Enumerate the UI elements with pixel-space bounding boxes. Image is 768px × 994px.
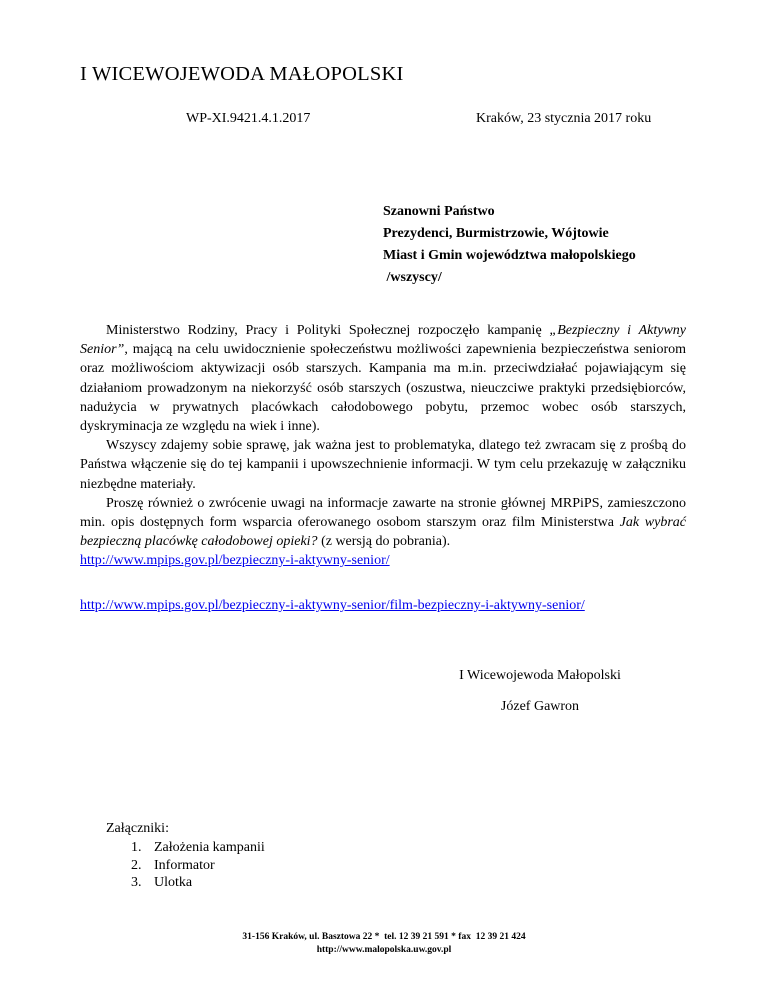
recipients-block bbox=[383, 201, 636, 289]
paragraph-campaign bbox=[80, 321, 686, 436]
footer-website: http://www.malopolska.uw.gov.pl bbox=[316, 945, 452, 955]
film-title: Jak wybrać bezpieczną placówkę całodobowej opieki? bbox=[80, 515, 686, 550]
footer-address: 31-156 Kraków, ul. Basztowa 22 * tel. 12 39 21 591 * fax 12 39 21 424 bbox=[242, 932, 526, 942]
link-paragraph bbox=[80, 551, 686, 570]
list-number: 2. bbox=[131, 857, 142, 873]
paragraph-website bbox=[80, 494, 686, 552]
film-link-line bbox=[80, 598, 585, 614]
attachments-title: Załączniki: bbox=[106, 821, 169, 836]
letterhead-title: I WICEWOJEWODA MAŁOPOLSKI bbox=[80, 63, 404, 85]
campaign-link[interactable]: http://www.mpips.gov.pl/bezpieczny-i-aktywny-senior/ bbox=[80, 553, 390, 569]
paragraph-text: Ministerstwo Rodziny, Pracy i Polityki Społecznej rozpoczęło kampanię bbox=[106, 323, 550, 338]
film-link[interactable]: http://www.mpips.gov.pl/bezpieczny-i-aktywny-senior/film-bezpieczny-i-aktywny-senior/ bbox=[80, 598, 585, 613]
signature-role: I Wicewojewoda Małopolski bbox=[459, 668, 621, 683]
list-item bbox=[131, 874, 265, 892]
paragraph-text: , mającą na celu uwidocznienie społeczeństwu możliwości zapewnienia bezpieczeństwa seniorom oraz możliwościom aktywizacji osób starszych. Kampania ma m.in. przeciwdziałać pojawiającym się działaniom prowadzonym na niekorzyść osób starszych (oszustwa, nieuczciwe praktyki przedsiębiorców, nadużycia w prywatnych placówkach całodobowego pobytu, przemoc wobec osób starszych, dyskryminacja ze względu na wiek i inne). bbox=[80, 342, 686, 435]
list-number: 1. bbox=[131, 840, 142, 855]
paragraph-request: Wszyscy zdajemy sobie sprawę, jak ważna jest to problematyka, dlatego też zwracam się z prośbą do Państwa włączenie się do tej kampanii i upowszechnienie informacji. W tym celu przekazuję w załączniku niezbędne materiały. bbox=[80, 438, 686, 492]
recipient-line: Miast i Gmin województwa małopolskiego bbox=[383, 248, 636, 263]
recipient-line: /wszyscy/ bbox=[383, 270, 442, 285]
list-label: Ulotka bbox=[154, 875, 193, 890]
list-label: Założenia kampanii bbox=[154, 840, 265, 855]
attachments-list bbox=[131, 839, 265, 892]
paragraph-text: Proszę również o zwrócenie uwagi na informacje zawarte na stronie głównej MRPiPS, zamieszczono min. opis dostępnych form wsparcia oferowanego osobom starszym oraz film Ministerstwa bbox=[80, 495, 686, 531]
list-number: 3. bbox=[131, 875, 142, 890]
reference-number: WP-XI.9421.4.1.2017 bbox=[186, 111, 311, 126]
list-item bbox=[131, 839, 265, 857]
campaign-name: „Bezpieczny i Aktywny Senior” bbox=[80, 323, 686, 358]
list-label: Informator bbox=[154, 857, 215, 873]
letter-body bbox=[80, 321, 686, 571]
recipient-line: Prezydenci, Burmistrzowie, Wójtowie bbox=[383, 226, 609, 241]
recipient-line: Szanowni Państwo bbox=[383, 204, 495, 219]
paragraph-text: (z wersją do pobrania). bbox=[317, 534, 451, 550]
place-date: Kraków, 23 stycznia 2017 roku bbox=[476, 111, 652, 126]
list-item bbox=[131, 857, 265, 875]
signature-name: Józef Gawron bbox=[500, 699, 580, 714]
